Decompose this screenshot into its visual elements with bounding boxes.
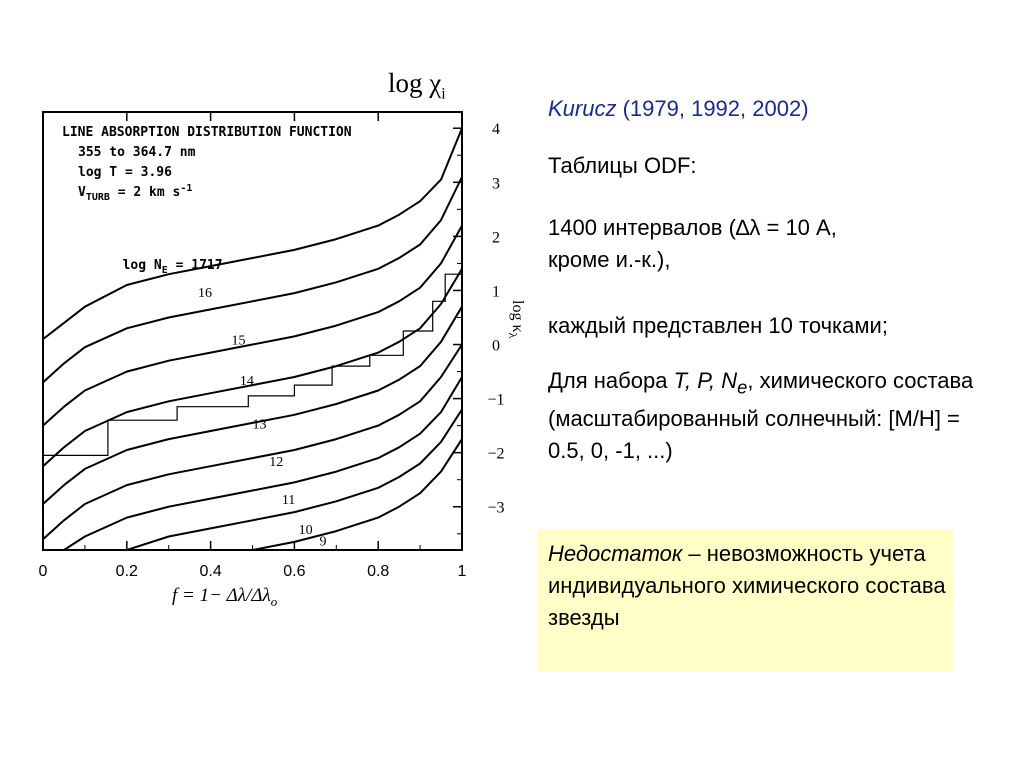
x-tick-label: 0.4 bbox=[199, 563, 222, 580]
curve-log-ne-10 bbox=[127, 409, 462, 550]
kurucz-years: (1979, 1992, 2002) bbox=[616, 96, 809, 121]
kurucz-name: Kurucz bbox=[548, 96, 617, 121]
parameter-set-text: Для набора T, P, $N_e$, химического состава (масштабированный солнечный: [M/H] = 0.5, 0, -1, ...) bbox=[548, 368, 974, 464]
curve-log-ne-13 bbox=[43, 307, 462, 504]
y-tick-label: −3 bbox=[487, 499, 505, 517]
x-tick-label: 0.6 bbox=[283, 563, 306, 580]
curve-label-11: 11 bbox=[281, 493, 296, 509]
x-axis-label: $f = 1- \Delta\lambda/\Delta\lambda_o$ bbox=[172, 585, 278, 609]
intervals-line-1: 1400 интервалов (∆λ = 10 А, bbox=[548, 215, 837, 240]
y-tick-label: 1 bbox=[492, 283, 500, 301]
curve-label-9: 9 bbox=[319, 534, 327, 550]
x-tick-label: 0.2 bbox=[115, 563, 138, 580]
y-tick-label: −2 bbox=[487, 445, 505, 463]
curve-label-10: 10 bbox=[298, 522, 313, 538]
drawback-label: Недостаток bbox=[548, 541, 683, 566]
curve-label-15: 15 bbox=[231, 333, 246, 349]
chart-subtitle-vturb: $V_{TURB} = 2$ km $s^{-1}$ bbox=[78, 183, 193, 203]
odf-title: Таблицы ODF: bbox=[548, 153, 697, 178]
y-tick-label: 3 bbox=[492, 175, 500, 193]
curve-label-14: 14 bbox=[239, 374, 254, 390]
curve-log-ne-16 bbox=[43, 177, 462, 383]
curve-label-17: $\log N_E = 1717$ bbox=[122, 257, 223, 276]
intervals-text bbox=[548, 212, 948, 276]
x-tick-label: 0 bbox=[38, 563, 48, 580]
chart-subtitle-temp: log T = 3.96 bbox=[78, 165, 172, 180]
x-tick-label: 0.8 bbox=[367, 563, 390, 580]
x-tick-label: 1 bbox=[457, 563, 467, 580]
y-tick-label: 4 bbox=[492, 121, 500, 139]
y-tick-label: 2 bbox=[492, 229, 500, 247]
log-chi-label: $\log \chi_i$ bbox=[388, 68, 446, 103]
intervals-line-2: кроме и.-к.), bbox=[548, 247, 671, 272]
y-tick-label: −1 bbox=[487, 391, 505, 409]
chart-subtitle-range: 355 to 364.7 nm bbox=[78, 145, 196, 160]
y-axis-label: $\log \kappa_\lambda$ bbox=[506, 300, 526, 339]
drawback-note bbox=[548, 538, 958, 634]
points-text: каждый представлен 10 точками; bbox=[548, 313, 888, 338]
chart-title: LINE ABSORPTION DISTRIBUTION FUNCTION bbox=[62, 125, 352, 140]
curve-log-ne-11 bbox=[64, 377, 462, 550]
kurucz-citation bbox=[548, 93, 1008, 125]
drawback-note-box bbox=[538, 530, 954, 672]
curve-label-13: 13 bbox=[252, 417, 267, 433]
drawback-text: – невозможность учета индивидуального химического состава звезды bbox=[548, 541, 946, 630]
curve-log-ne-14 bbox=[43, 269, 462, 466]
y-tick-label: 0 bbox=[492, 337, 500, 355]
curve-label-16: 16 bbox=[198, 285, 213, 301]
curve-label-12: 12 bbox=[269, 455, 284, 471]
